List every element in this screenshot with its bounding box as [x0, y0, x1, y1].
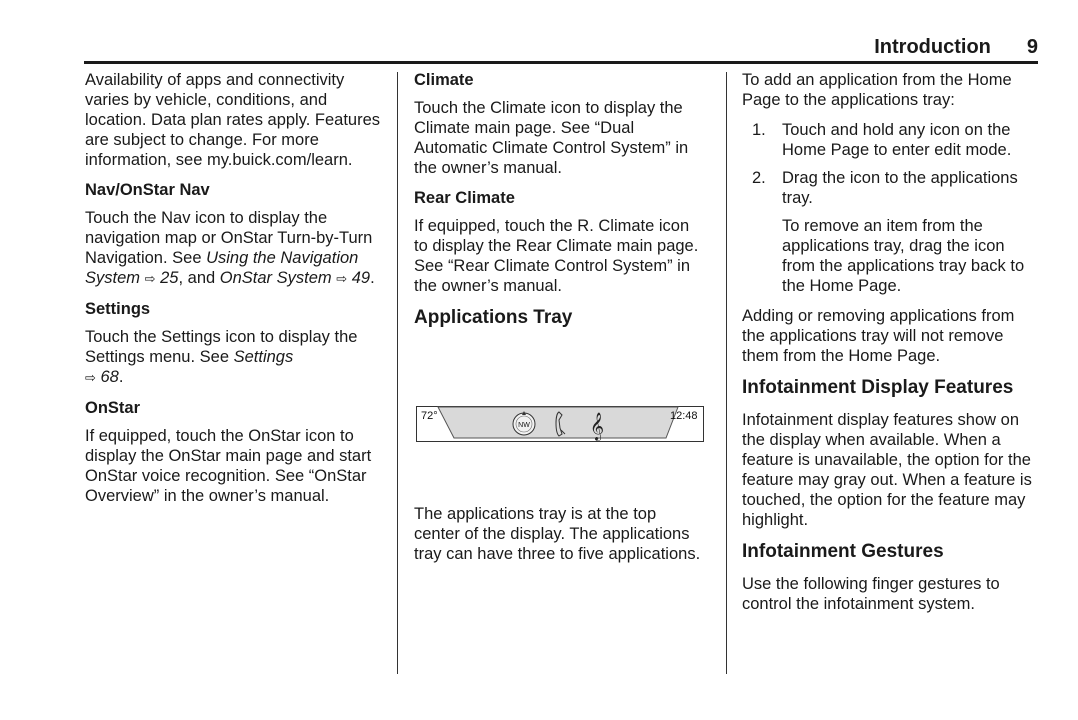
- nav-system-page[interactable]: 25: [160, 269, 179, 287]
- display-features-heading: Infotainment Display Features: [742, 377, 1014, 398]
- nav-mid-text: , and: [178, 269, 220, 287]
- music-note-icon[interactable]: [590, 412, 604, 441]
- step-text: Drag the icon to the applications tray.: [782, 169, 1018, 207]
- settings-paragraph: Touch the Settings icon to display the Settings menu. See Settings ⇨ 68.: [85, 328, 358, 386]
- climate-heading: Climate: [414, 71, 474, 89]
- availability-paragraph: Availability of apps and connectivity varies by vehicle, conditions, and location. Data plan rates apply. Features are subject to change. For more information, see my.buick.com/learn.: [85, 71, 381, 169]
- add-steps-list: [742, 120, 1038, 208]
- tray-time: 12:48: [670, 410, 698, 422]
- settings-link[interactable]: Settings: [233, 348, 294, 366]
- step-number: 1.: [752, 121, 766, 139]
- header-text: [874, 36, 1038, 59]
- rear-climate-heading: Rear Climate: [414, 189, 515, 207]
- remove-note: To remove an item from the applications tray, drag the icon from the applications tray back to the Home Page.: [782, 217, 1025, 295]
- settings-text: Touch the Settings icon to display the Settings menu. See: [85, 328, 358, 366]
- nav-system-link[interactable]: Using the Navigation System: [85, 249, 359, 287]
- applications-tray-heading: Applications Tray: [414, 307, 573, 328]
- onstar-system-page[interactable]: 49: [351, 269, 371, 287]
- onstar-paragraph: If equipped, touch the OnStar icon to display the OnStar main page and start OnStar voice recognition. See “OnStar Overview” in the owner’s manual.: [85, 427, 372, 505]
- column-divider: [397, 72, 398, 674]
- onstar-system-link[interactable]: OnStar System: [219, 269, 332, 287]
- compass-heading: NW: [518, 422, 530, 429]
- column-right: [742, 70, 1038, 624]
- nav-heading: Nav/OnStar Nav: [85, 181, 210, 199]
- column-middle: [414, 70, 706, 574]
- step-number: 2.: [752, 169, 766, 187]
- settings-heading: Settings: [85, 300, 151, 318]
- applications-tray-figure: [416, 406, 704, 442]
- column-divider: [726, 72, 727, 674]
- display-features-paragraph: Infotainment display features show on the display when available. When a feature is unavailable, the option for the feature may gray out. When a feature is touched, the option for the feature may highlight.: [742, 411, 1032, 529]
- nav-paragraph: Touch the Nav icon to display the navigation map or OnStar Turn-by-Turn Navigation. See Using the Navigation System ⇨ 25, and OnStar System ⇨ 49.: [85, 209, 375, 287]
- page-ref-arrow-icon: ⇨: [144, 271, 156, 286]
- applications-tray-svg: [416, 406, 704, 442]
- climate-paragraph: Touch the Climate icon to display the Climate main page. See “Dual Automatic Climate Control System” in the owner’s manual.: [414, 99, 689, 177]
- onstar-heading: OnStar: [85, 399, 141, 417]
- page-number: 9: [1026, 36, 1038, 58]
- tray-bar: [438, 407, 678, 438]
- gestures-paragraph: Use the following finger gestures to control the infotainment system.: [742, 575, 1000, 613]
- page-ref-arrow-icon: ⇨: [336, 271, 348, 286]
- page-header: [84, 36, 1038, 62]
- section-title: Introduction: [874, 36, 991, 58]
- header-rule: [84, 61, 1038, 64]
- step-text: Touch and hold any icon on the Home Page to enter edit mode.: [782, 121, 1012, 159]
- tray-temperature: 72°: [421, 410, 438, 422]
- add-application-intro: To add an application from the Home Page to the applications tray:: [742, 71, 1012, 109]
- list-item: [742, 120, 1038, 160]
- page-ref-arrow-icon: ⇨: [85, 370, 96, 385]
- list-item: [742, 168, 1038, 208]
- svg-text:𝄞: 𝄞: [589, 412, 605, 440]
- add-remove-paragraph: Adding or removing applications from the applications tray will not remove them from the Home Page.: [742, 307, 1015, 365]
- nav-text: Touch the Nav icon to display the navigation map or OnStar Turn-by-Turn Navigation. See: [85, 209, 373, 267]
- settings-page[interactable]: 68: [100, 368, 119, 386]
- column-left: [85, 70, 385, 516]
- gestures-heading: Infotainment Gestures: [742, 541, 944, 562]
- applications-tray-paragraph: The applications tray is at the top center of the display. The applications tray can have three to five applications.: [414, 505, 701, 563]
- rear-climate-paragraph: If equipped, touch the R. Climate icon to display the Rear Climate main page. See “Rear Climate Control System” in the owner’s manual.: [414, 217, 699, 295]
